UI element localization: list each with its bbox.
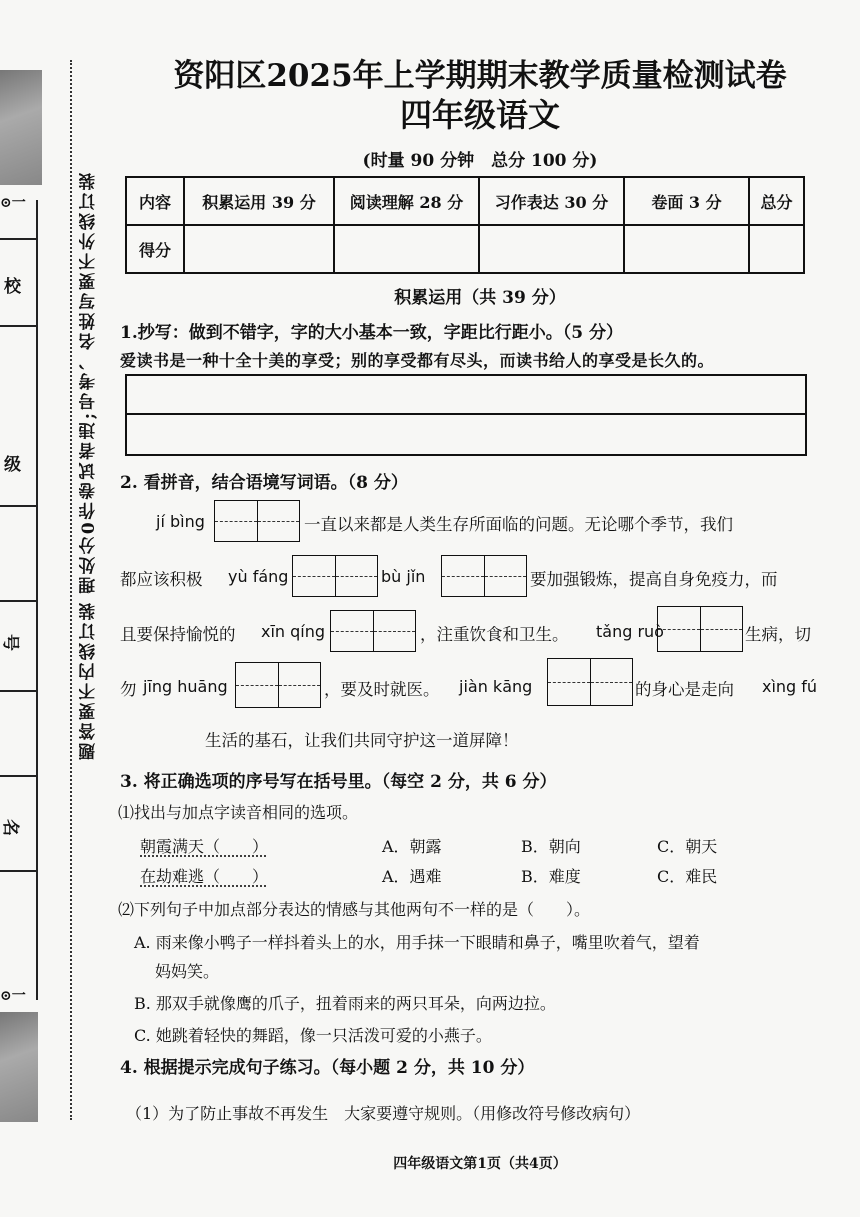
sentence-option-a-cont: 妈妈笑。 — [155, 962, 220, 981]
score-input-cell[interactable] — [479, 225, 624, 273]
sentence-option-a: A. 雨来像小鸭子一样抖着头上的水，用手抹一下眼睛和鼻子，嘴里吹着气，望着 — [134, 933, 700, 952]
score-header-cell: 积累运用 39 分 — [184, 177, 334, 225]
choice-word: 朝霞满天（ ） — [140, 837, 269, 856]
answer-grid[interactable] — [657, 606, 743, 652]
label-name: 名 — [0, 819, 20, 836]
score-table-header-row — [126, 177, 804, 225]
score-header-cell: 内容 — [126, 177, 184, 225]
binding-warning-bottom: 题答要不内线订装 — [79, 600, 99, 760]
question-4-item-1: （1）为了防止事故不再发生 大家要遵守规则。（用修改符号修改病句） — [126, 1104, 641, 1123]
pinyin: xìng fú — [762, 677, 818, 696]
margin-line — [0, 870, 38, 872]
pinyin: bù jǐn — [381, 567, 426, 586]
question-3-sub2: ⑵下列句子中加点部分表达的情感与其他两句不一样的是（ ）。 — [118, 900, 591, 919]
choice-option: B．难度 — [521, 867, 581, 886]
copy-writing-box[interactable] — [125, 374, 807, 456]
score-row-label: 得分 — [126, 225, 184, 273]
question-1-title: 1.抄写：做到不错字，字的大小基本一致，字距比行距小。（5 分） — [120, 323, 623, 343]
margin-line — [0, 505, 38, 507]
label-school: 校 — [4, 277, 21, 297]
exam-subject: 四年级语文 — [399, 96, 560, 134]
score-table-score-row — [126, 225, 804, 273]
choice-option: C．朝天 — [657, 837, 718, 856]
question-3-title: 3. 将正确选项的序号写在括号里。（每空 2 分，共 6 分） — [120, 772, 557, 792]
answer-grid[interactable] — [292, 555, 378, 597]
pinyin: jí bìng — [156, 512, 205, 531]
pinyin: xīn qíng — [261, 622, 326, 641]
score-header-cell: 总分 — [749, 177, 804, 225]
choice-option: B．朝向 — [521, 837, 581, 856]
choice-option: C．难民 — [657, 867, 718, 886]
pinyin: jīng huāng — [143, 677, 228, 696]
margin-line — [0, 600, 38, 602]
pinyin: tǎng ruò — [596, 622, 664, 641]
binding-warning-top: 理处分0作卷试者违;号考、名姓写要不外线订装 — [79, 170, 99, 595]
passage-text: 生病，切 — [745, 625, 811, 644]
pinyin: yù fáng — [228, 567, 289, 586]
label-number: 号 — [0, 634, 20, 651]
answer-grid[interactable] — [441, 555, 527, 597]
passage-text: ，要及时就医。 — [324, 680, 440, 699]
choice-option: A．朝露 — [382, 837, 442, 856]
margin-line — [0, 775, 38, 777]
circle-mark-top: ⊙一 — [0, 195, 26, 211]
exam-title: 资阳区2025年上学期期末教学质量检测试卷 — [173, 58, 787, 94]
question-4-title: 4. 根据提示完成句子练习。（每小题 2 分，共 10 分） — [120, 1058, 535, 1078]
answer-grid[interactable] — [547, 658, 633, 706]
circle-mark-bottom: ⊙一 — [0, 988, 26, 1004]
question-3-sub1: ⑴找出与加点字读音相同的选项。 — [118, 803, 359, 822]
margin-line — [0, 690, 38, 692]
answer-grid[interactable] — [330, 610, 416, 652]
pinyin: jiàn kāng — [459, 677, 533, 696]
score-input-cell[interactable] — [334, 225, 479, 273]
margin-line — [0, 325, 38, 327]
passage-text: 的身心是走向 — [635, 680, 734, 699]
page-footer: 四年级语文第1页（共4页） — [393, 1156, 567, 1172]
choice-word: 在劫难逃（ ） — [140, 867, 269, 886]
margin-line — [0, 238, 38, 240]
score-input-cell[interactable] — [184, 225, 334, 273]
passage-text: 生活的基石，让我们共同守护这一道屏障！ — [205, 731, 519, 750]
score-input-cell[interactable] — [749, 225, 804, 273]
question-2-title: 2. 看拼音，结合语境写词语。（8 分） — [120, 473, 408, 493]
question-1-sentence: 爱读书是一种十全十美的享受；别的享受都有尽头，而读书给人的享受是长久的。 — [120, 351, 715, 370]
score-table — [125, 176, 805, 274]
score-header-cell: 阅读理解 28 分 — [334, 177, 479, 225]
margin-photo-bottom — [0, 1012, 38, 1122]
sentence-option-b: B. 那双手就像鹰的爪子，扭着雨来的两只耳朵，向两边拉。 — [134, 994, 556, 1013]
answer-grid[interactable] — [214, 500, 300, 542]
score-header-cell: 习作表达 30 分 — [479, 177, 624, 225]
section-title: 积累运用（共 39 分） — [394, 288, 566, 308]
passage-text: 要加强锻炼，提高自身免疫力，而 — [530, 570, 778, 589]
answer-grid[interactable] — [235, 662, 321, 708]
passage-text: 都应该积极 — [120, 570, 203, 589]
score-input-cell[interactable] — [624, 225, 749, 273]
passage-text: 且要保持愉悦的 — [120, 625, 236, 644]
passage-text: ，注重饮食和卫生。 — [420, 625, 569, 644]
passage-text: 勿 — [120, 680, 137, 699]
margin-photo-top — [0, 70, 42, 185]
passage-text: 一直以来都是人类生存所面临的问题。无论哪个季节，我们 — [304, 515, 733, 534]
exam-time-info: (时量 90 分钟 总分 100 分) — [362, 151, 598, 171]
score-header-cell: 卷面 3 分 — [624, 177, 749, 225]
choice-option: A．遇难 — [382, 867, 442, 886]
label-class: 级 — [4, 455, 21, 475]
sentence-option-c: C. 她跳着轻快的舞蹈，像一只活泼可爱的小燕子。 — [134, 1026, 492, 1045]
